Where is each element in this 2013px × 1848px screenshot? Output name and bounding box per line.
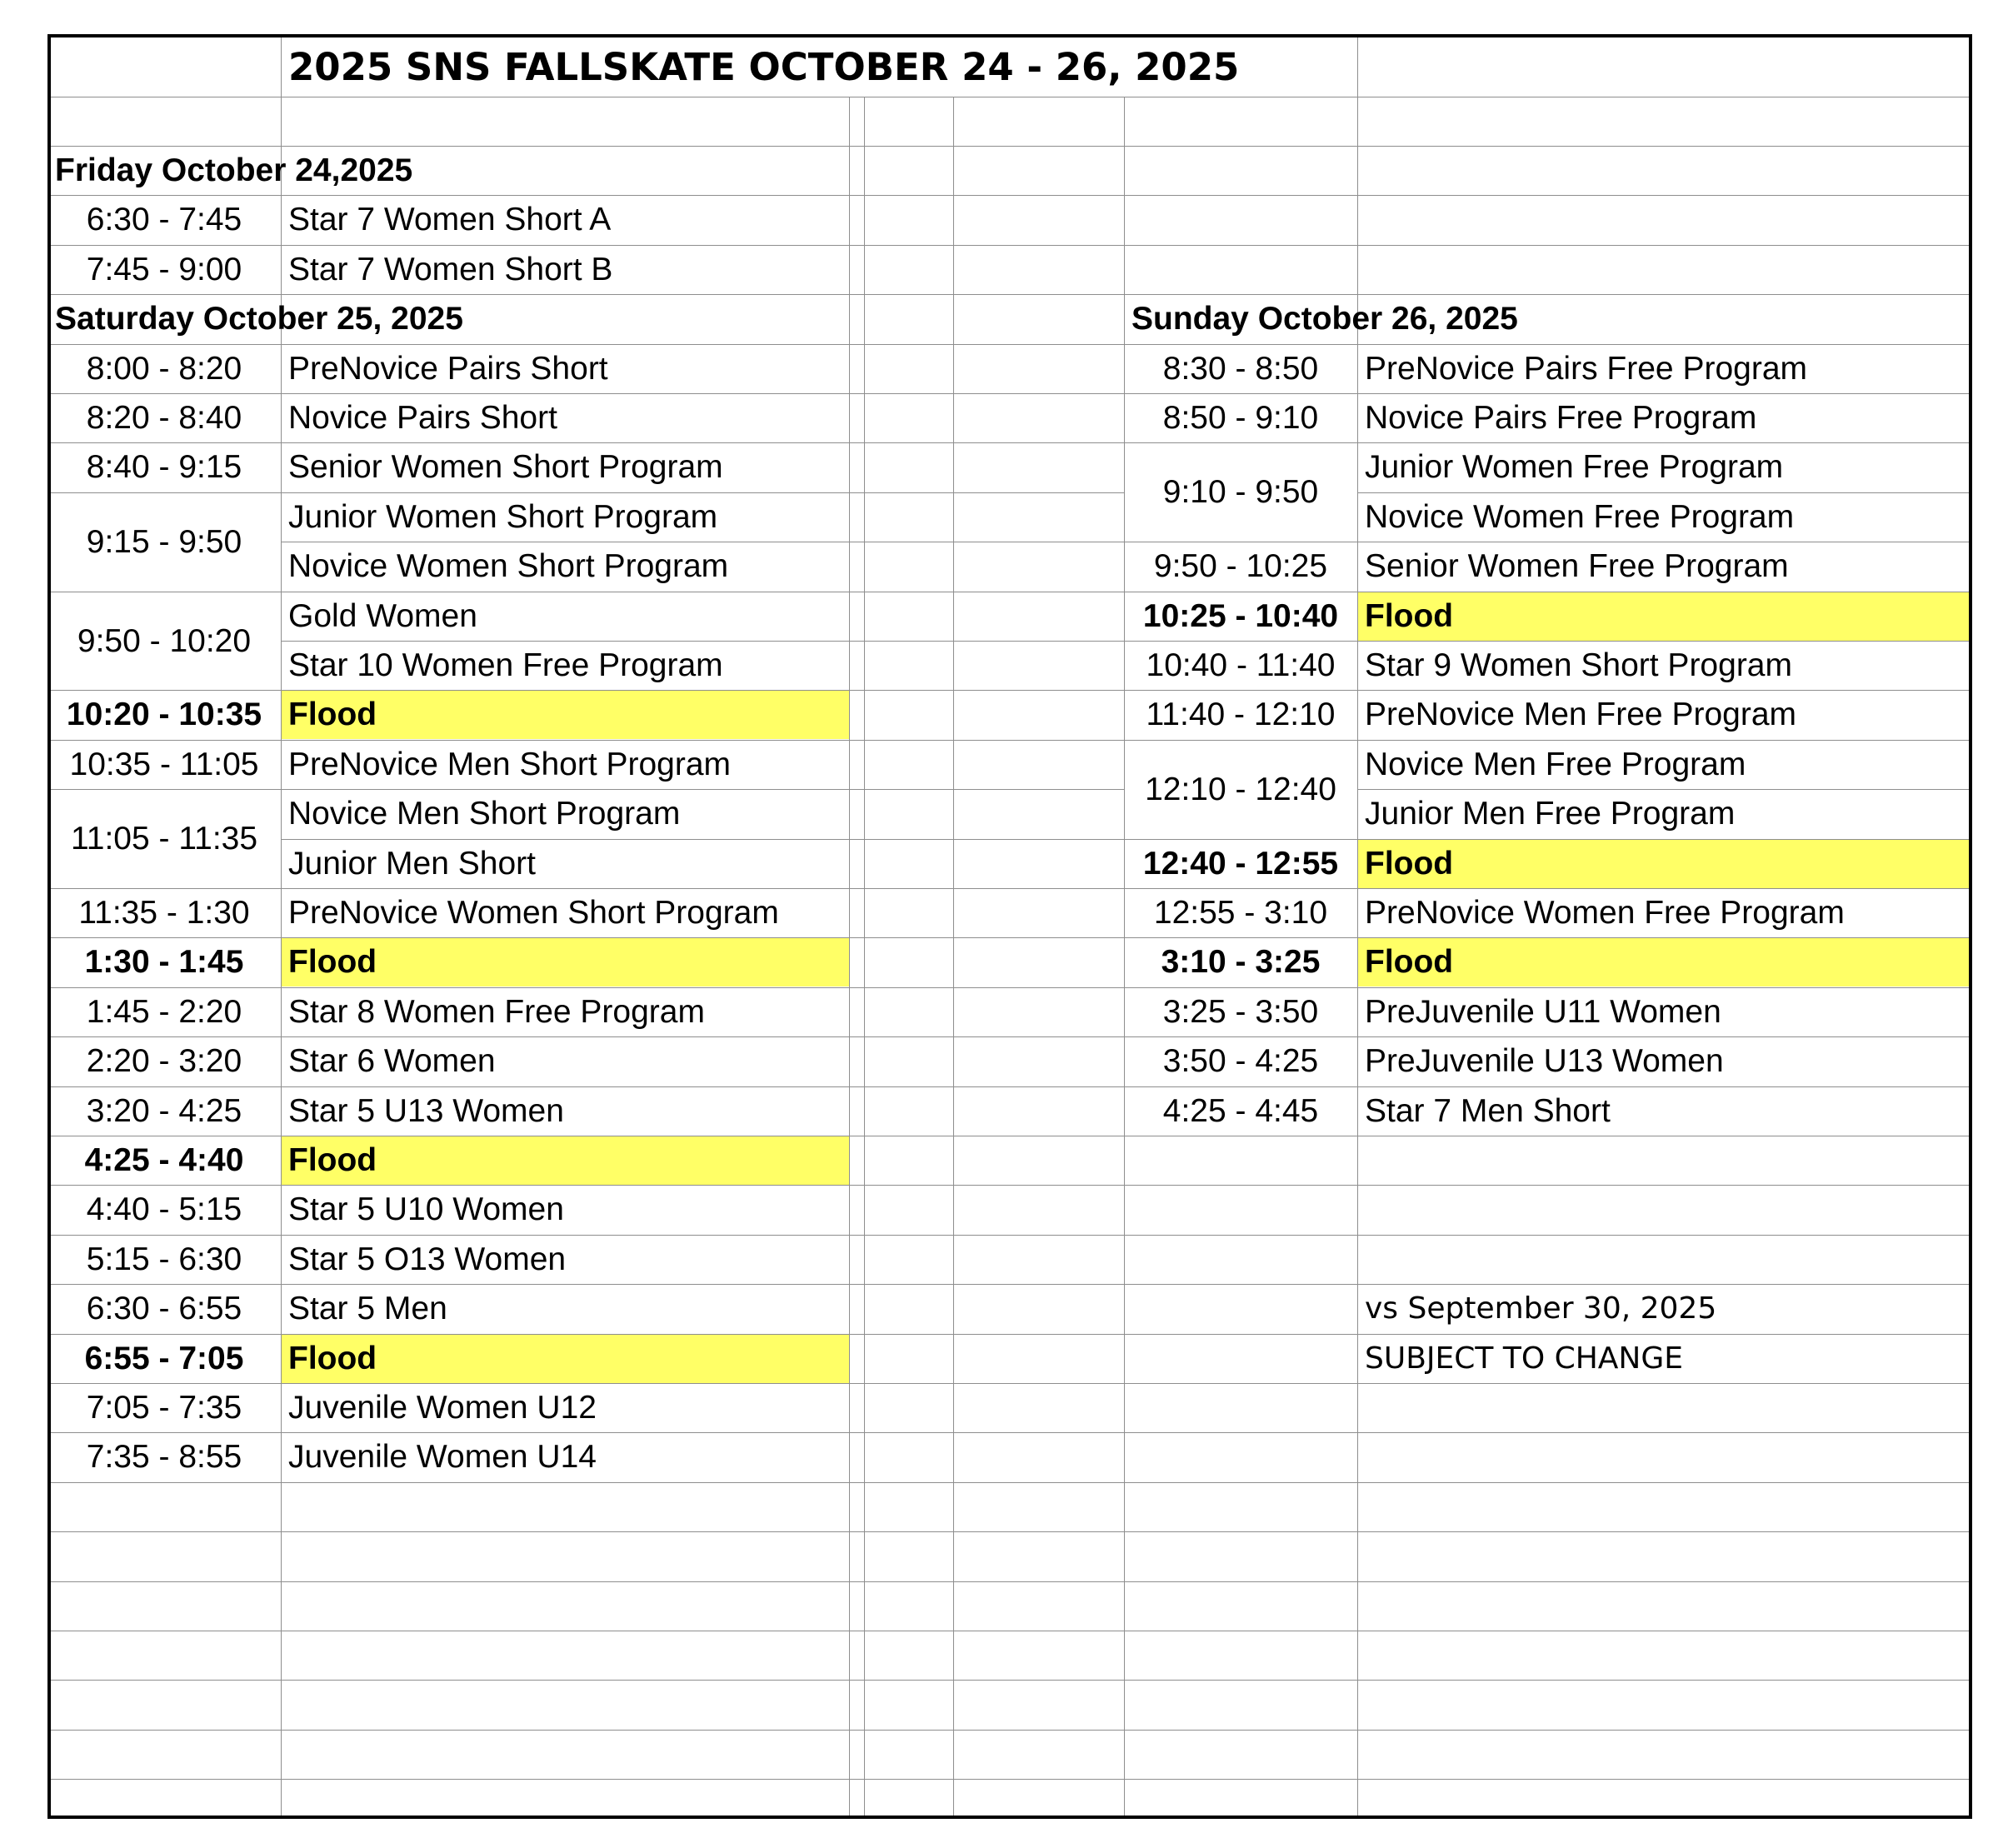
sunday-time-cell: 8:50 - 9:10 (1162, 400, 1319, 436)
sunday-event-cell: PreNovice Pairs Free Program (1365, 351, 1807, 387)
sunday-event-cell: Novice Men Free Program (1365, 747, 1746, 782)
sunday-event-cell: PreJuvenile U13 Women (1365, 1043, 1724, 1079)
sunday-time-cell: 3:25 - 3:50 (1162, 994, 1319, 1030)
saturday-time-cell: 1:30 - 1:45 (84, 944, 244, 980)
saturday-event-cell: Star 5 O13 Women (288, 1241, 567, 1277)
saturday-event-cell: Novice Women Short Program (288, 548, 729, 584)
saturday-time-cell: 5:15 - 6:30 (86, 1241, 242, 1277)
saturday-event-cell: Novice Men Short Program (288, 796, 681, 832)
sunday-event-cell: PreNovice Men Free Program (1365, 697, 1797, 732)
event-cell: Star 7 Women Short B (288, 252, 613, 287)
saturday-time-cell: 8:00 - 8:20 (86, 351, 242, 387)
saturday-event-cell: Star 5 U13 Women (288, 1093, 564, 1129)
friday-heading: Friday October 24,2025 (55, 152, 413, 188)
flood-label: Flood (288, 697, 377, 732)
time-cell: 6:30 - 7:45 (86, 202, 242, 237)
saturday-time-cell: 6:30 - 6:55 (86, 1291, 242, 1326)
flood-label: Flood (288, 1341, 377, 1376)
saturday-time-cell: 10:20 - 10:35 (66, 697, 262, 732)
sunday-event-cell: Junior Men Free Program (1365, 796, 1736, 832)
sunday-event-cell: Junior Women Free Program (1365, 449, 1784, 485)
sunday-time-cell: 4:25 - 4:45 (1162, 1093, 1319, 1129)
saturday-event-cell: Novice Pairs Short (288, 400, 557, 436)
sunday-time-cell: 3:10 - 3:25 (1161, 944, 1321, 980)
sunday-time-cell: 12:40 - 12:55 (1142, 846, 1339, 882)
sunday-time-cell: 8:30 - 8:50 (1162, 351, 1319, 387)
saturday-event-cell: PreNovice Men Short Program (288, 747, 732, 782)
saturday-event-cell: Star 5 Men (288, 1291, 447, 1326)
saturday-event-cell: Star 8 Women Free Program (288, 994, 705, 1030)
sunday-time-cell: 12:10 - 12:40 (1145, 772, 1336, 807)
flood-label: Flood (1365, 846, 1454, 882)
sunday-time-cell: 9:10 - 9:50 (1162, 474, 1319, 510)
saturday-event-cell: Juvenile Women U12 (288, 1390, 597, 1426)
sheet-border (47, 34, 1972, 1819)
sunday-event-cell: PreNovice Women Free Program (1365, 895, 1845, 931)
saturday-time-cell: 7:05 - 7:35 (86, 1390, 242, 1426)
saturday-time-cell: 9:50 - 10:20 (77, 623, 252, 659)
saturday-event-cell: Junior Women Short Program (288, 499, 718, 535)
saturday-event-cell: Senior Women Short Program (288, 449, 723, 485)
saturday-event-cell: Gold Women (288, 598, 477, 634)
saturday-time-cell: 8:20 - 8:40 (86, 400, 242, 436)
sunday-event-cell: Novice Pairs Free Program (1365, 400, 1757, 436)
note-version: vs September 30, 2025 (1365, 1291, 1717, 1326)
sunday-event-cell: Senior Women Free Program (1365, 548, 1789, 584)
page-title: 2025 SNS FALLSKATE OCTOBER 24 - 26, 2025 (288, 45, 1240, 89)
saturday-event-cell: Juvenile Women U14 (288, 1439, 597, 1475)
saturday-time-cell: 3:20 - 4:25 (86, 1093, 242, 1129)
flood-label: Flood (1365, 944, 1454, 980)
sunday-time-cell: 3:50 - 4:25 (1162, 1043, 1319, 1079)
saturday-event-cell: Star 6 Women (288, 1043, 496, 1079)
flood-label: Flood (1365, 598, 1454, 634)
saturday-time-cell: 6:55 - 7:05 (84, 1341, 244, 1376)
sunday-heading: Sunday October 26, 2025 (1131, 301, 1518, 337)
sunday-event-cell: Star 9 Women Short Program (1365, 647, 1792, 683)
saturday-event-cell: PreNovice Women Short Program (288, 895, 779, 931)
saturday-event-cell: Star 10 Women Free Program (288, 647, 723, 683)
sunday-event-cell: Star 7 Men Short (1365, 1093, 1611, 1129)
saturday-heading: Saturday October 25, 2025 (55, 301, 463, 337)
flood-label: Flood (288, 944, 377, 980)
saturday-time-cell: 8:40 - 9:15 (86, 449, 242, 485)
flood-label: Flood (288, 1142, 377, 1178)
saturday-time-cell: 2:20 - 3:20 (86, 1043, 242, 1079)
saturday-time-cell: 10:35 - 11:05 (69, 747, 259, 782)
sunday-time-cell: 11:40 - 12:10 (1146, 697, 1336, 732)
saturday-event-cell: Junior Men Short (288, 846, 536, 882)
note-subject-to-change: SUBJECT TO CHANGE (1365, 1341, 1684, 1376)
saturday-time-cell: 11:35 - 1:30 (78, 895, 250, 931)
saturday-time-cell: 9:15 - 9:50 (86, 524, 242, 560)
saturday-time-cell: 7:35 - 8:55 (86, 1439, 242, 1475)
sunday-event-cell: PreJuvenile U11 Women (1365, 994, 1721, 1030)
time-cell: 7:45 - 9:00 (86, 252, 242, 287)
saturday-event-cell: Star 5 U10 Women (288, 1191, 564, 1227)
saturday-time-cell: 4:25 - 4:40 (84, 1142, 244, 1178)
saturday-time-cell: 4:40 - 5:15 (86, 1191, 242, 1227)
sunday-time-cell: 12:55 - 3:10 (1153, 895, 1328, 931)
saturday-time-cell: 11:05 - 11:35 (70, 821, 258, 857)
event-cell: Star 7 Women Short A (288, 202, 612, 237)
sunday-time-cell: 9:50 - 10:25 (1153, 548, 1328, 584)
sunday-time-cell: 10:40 - 11:40 (1146, 647, 1336, 683)
saturday-time-cell: 1:45 - 2:20 (86, 994, 242, 1030)
saturday-event-cell: PreNovice Pairs Short (288, 351, 608, 387)
sunday-time-cell: 10:25 - 10:40 (1142, 598, 1339, 634)
sunday-event-cell: Novice Women Free Program (1365, 499, 1795, 535)
